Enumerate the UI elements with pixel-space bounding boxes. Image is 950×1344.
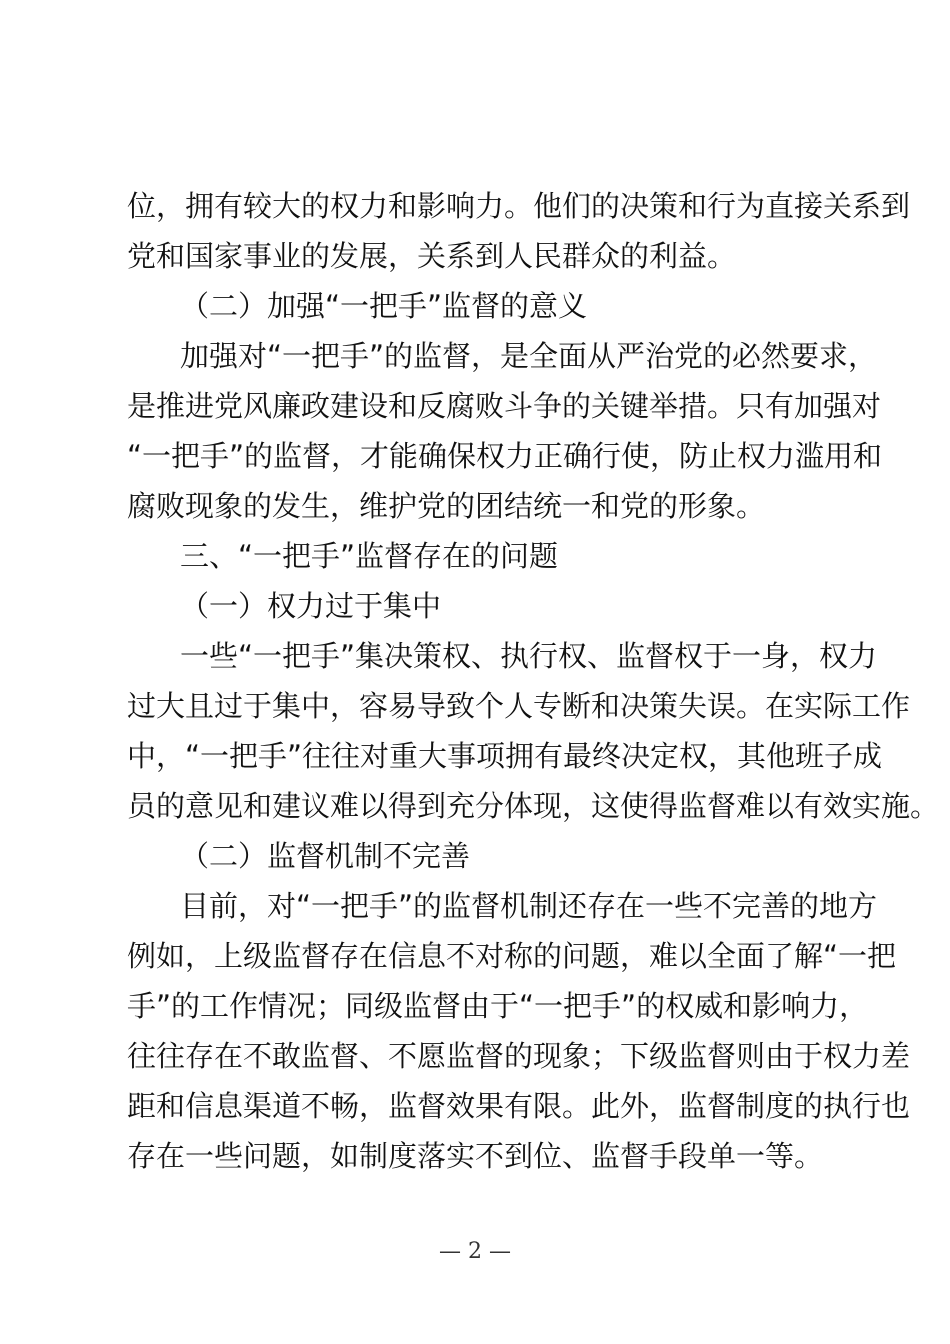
paragraph-line: 例如，上级监督存在信息不对称的问题，难以全面了解“一把 xyxy=(127,939,897,973)
section-heading: （一）权力过于集中 xyxy=(180,589,442,623)
paragraph-line: 距和信息渠道不畅，监督效果有限。此外，监督制度的执行也 xyxy=(127,1089,911,1123)
paragraph-line: 一些“一把手”集决策权、执行权、监督权于一身，权力 xyxy=(180,639,878,673)
paragraph-line: 腐败现象的发生，维护党的团结统一和党的形象。 xyxy=(127,489,766,523)
paragraph-line: “一把手”的监督，才能确保权力正确行使，防止权力滥用和 xyxy=(127,439,883,473)
paragraph-line: 员的意见和建议难以得到充分体现，这使得监督难以有效实施。 xyxy=(127,789,940,823)
chapter-heading: 三、“一把手”监督存在的问题 xyxy=(180,539,559,573)
paragraph-line: 中，“一把手”往往对重大事项拥有最终决定权，其他班子成 xyxy=(127,739,883,773)
paragraph-line: 位，拥有较大的权力和影响力。他们的决策和行为直接关系到 xyxy=(127,189,911,223)
paragraph-line: 是推进党风廉政建设和反腐败斗争的关键举措。只有加强对 xyxy=(127,389,882,423)
section-heading: （二）监督机制不完善 xyxy=(180,839,471,873)
paragraph-line: 手”的工作情况；同级监督由于“一把手”的权威和影响力， xyxy=(127,989,869,1023)
paragraph-line: 加强对“一把手”的监督，是全面从严治党的必然要求， xyxy=(180,339,878,373)
paragraph-line: 往往存在不敢监督、不愿监督的现象；下级监督则由于权力差 xyxy=(127,1039,911,1073)
paragraph-line: 存在一些问题，如制度落实不到位、监督手段单一等。 xyxy=(127,1139,824,1173)
page-number: — 2 — xyxy=(439,1239,511,1264)
paragraph-line: 党和国家事业的发展，关系到人民群众的利益。 xyxy=(127,239,737,273)
section-heading: （二）加强“一把手”监督的意义 xyxy=(180,289,588,323)
paragraph-line: 目前，对“一把手”的监督机制还存在一些不完善的地方 xyxy=(180,889,878,923)
paragraph-line: 过大且过于集中，容易导致个人专断和决策失误。在实际工作 xyxy=(127,689,911,723)
